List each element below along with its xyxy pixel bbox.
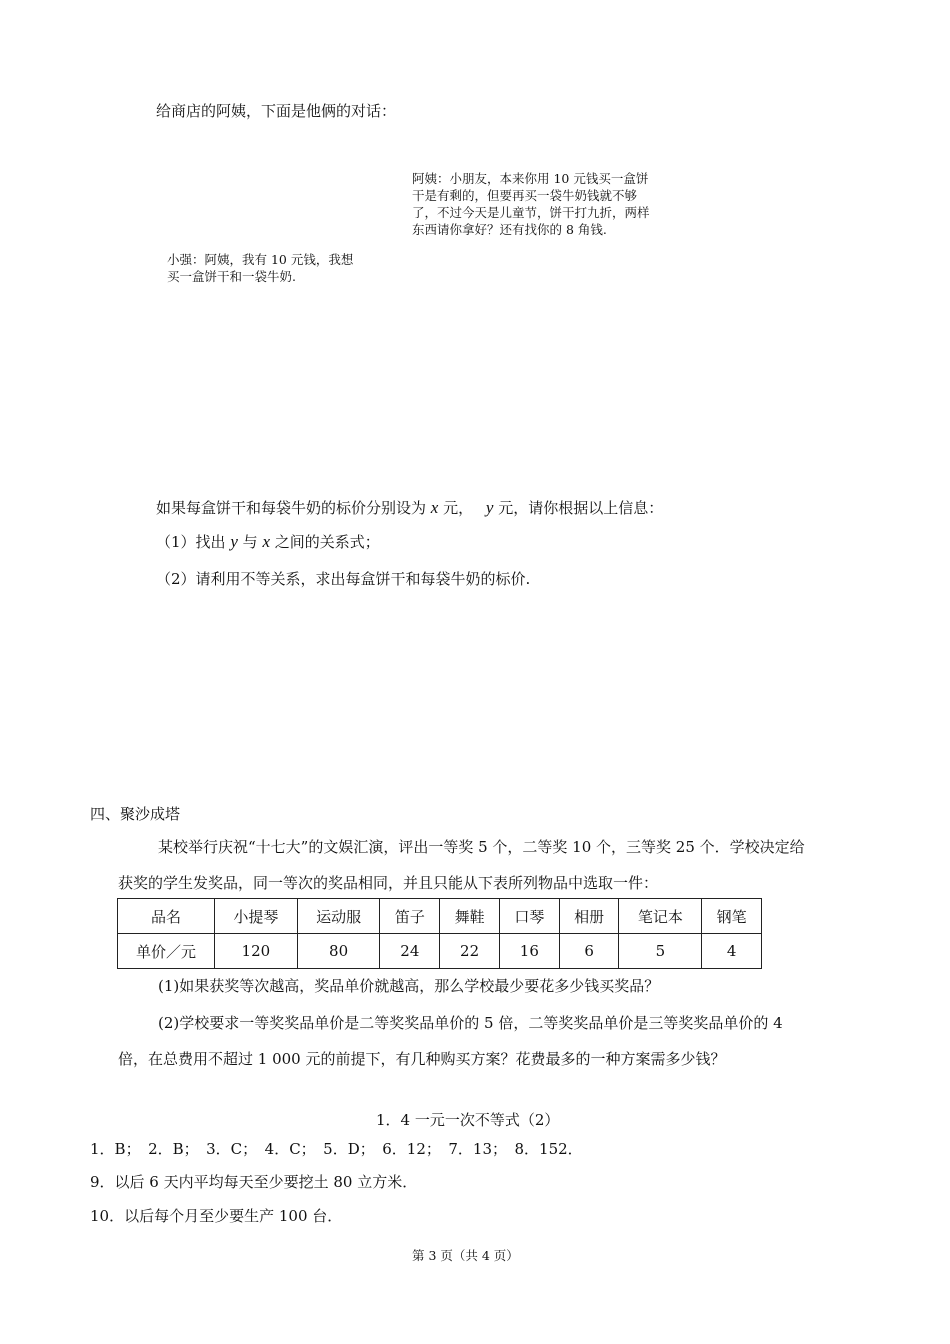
part1-variable-y: y: [230, 532, 238, 551]
table-cell: 单价／元: [118, 934, 215, 969]
question-part1: [156, 532, 380, 552]
section4-question1: (1)如果获奖等次越高，奖品单价就越高，那么学校最少要花多少钱买奖品？: [158, 977, 660, 995]
table-cell: 24: [380, 934, 440, 969]
table-cell: 5: [619, 934, 702, 969]
answers-title: 1．4 一元一次不等式（2）: [376, 1111, 560, 1129]
intro-line: 给商店的阿姨，下面是他俩的对话：: [156, 102, 397, 120]
prize-table: [117, 898, 762, 969]
part1-prefix: （1）找出: [156, 533, 226, 551]
variable-x: x: [430, 498, 439, 517]
table-cell: 6: [559, 934, 619, 969]
question-line: [156, 498, 663, 518]
xiaoqiang-speech-line: 买一盒饼干和一袋牛奶.: [167, 269, 296, 284]
table-cell: 80: [297, 934, 380, 969]
table-cell: 钢笔: [702, 899, 762, 934]
part1-suffix: 之间的关系式；: [274, 533, 380, 551]
aunt-speech-line: 东西请你拿好？还有找你的 8 角钱.: [412, 222, 607, 237]
aunt-speech-line: 了，不过今天是儿童节，饼干打九折，两样: [412, 205, 650, 220]
part1-mid: 与: [242, 533, 258, 551]
answers-line2: 9．以后 6 天内平均每天至少要挖土 80 立方米．: [90, 1173, 418, 1191]
answers-line1: 1．B； 2．B； 3．C； 4．C； 5．D； 6．12； 7．13； 8．152．: [90, 1140, 583, 1158]
section4-heading: 四、聚沙成塔: [90, 805, 181, 823]
question-mid: 元，: [443, 499, 474, 517]
table-cell: 笔记本: [619, 899, 702, 934]
table-row: [118, 934, 762, 969]
section4-question2-line1: (2)学校要求一等奖奖品单价是二等奖奖品单价的 5 倍，二等奖奖品单价是三等奖奖品单价的 4: [158, 1014, 783, 1032]
table-cell: 舞鞋: [440, 899, 500, 934]
table-header-row: [118, 899, 762, 934]
xiaoqiang-speech-line: 小强：阿姨，我有 10 元钱，我想: [167, 252, 354, 267]
table-cell: 小提琴: [215, 899, 298, 934]
variable-y: y: [485, 498, 494, 517]
table-cell: 运动服: [297, 899, 380, 934]
aunt-speech-line: 干是有剩的，但要再买一袋牛奶钱就不够: [412, 188, 638, 203]
table-cell: 口琴: [499, 899, 559, 934]
page-footer: 第 3 页（共 4 页）: [412, 1248, 519, 1263]
table-cell: 22: [440, 934, 500, 969]
table-cell: 4: [702, 934, 762, 969]
table-cell: 120: [215, 934, 298, 969]
question-suffix: 元，请你根据以上信息：: [498, 499, 664, 517]
section4-question2-line2: 倍，在总费用不超过 1 000 元的前提下，有几种购买方案？花费最多的一种方案需多少钱？: [118, 1050, 726, 1068]
table-cell: 笛子: [380, 899, 440, 934]
table-cell: 相册: [559, 899, 619, 934]
question-prefix: 如果每盒饼干和每袋牛奶的标价分别设为: [156, 499, 427, 517]
section4-paragraph-line2: 获奖的学生发奖品，同一等次的奖品相同，并且只能从下表所列物品中选取一件：: [118, 874, 659, 892]
part1-variable-x: x: [262, 532, 270, 551]
answers-line3: 10．以后每个月至少要生产 100 台．: [90, 1207, 343, 1225]
section4-paragraph-line1: 某校举行庆祝“十七大”的文娱汇演，评出一等奖 5 个，二等奖 10 个，三等奖 25 个．学校决定给: [158, 838, 805, 856]
table-cell: 16: [499, 934, 559, 969]
question-part2: （2）请利用不等关系，求出每盒饼干和每袋牛奶的标价.: [156, 570, 531, 588]
aunt-speech-line: 阿姨：小朋友，本来你用 10 元钱买一盒饼: [412, 171, 649, 186]
table-cell: 品名: [118, 899, 215, 934]
